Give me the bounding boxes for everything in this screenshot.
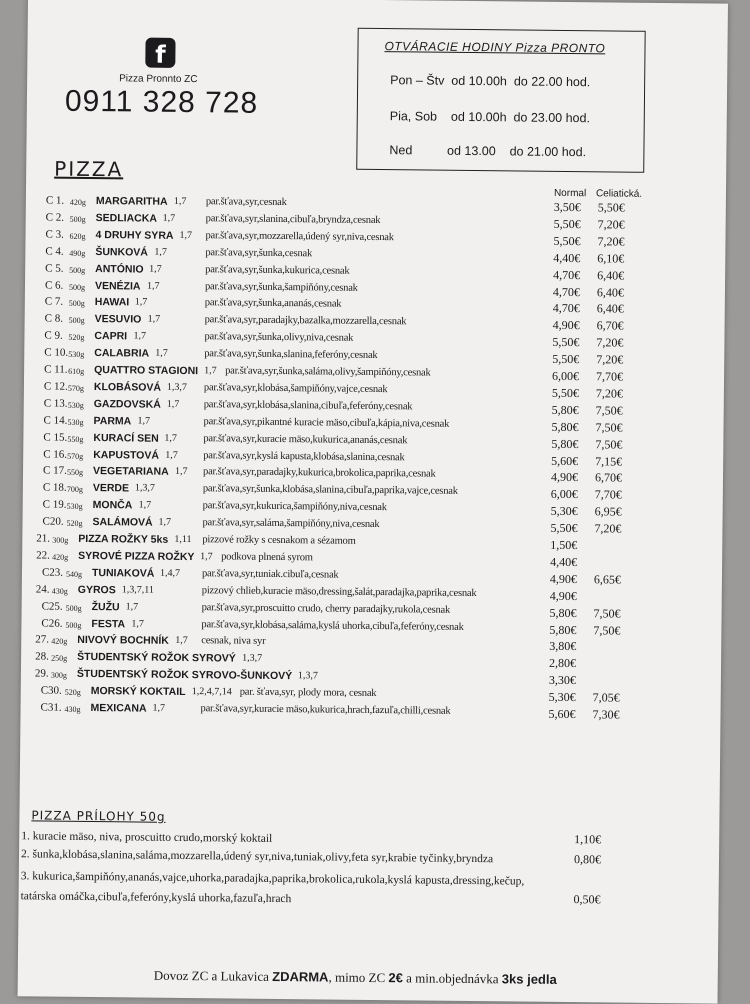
item-price-celiac: 5,50€ [597,200,625,215]
item-allergens: 1,2,4,7,14 [191,686,232,698]
item-name: PARMA [93,414,132,428]
item-allergens: 1,3,7 [242,652,263,665]
item-weight: 430g [64,704,81,714]
addition-price: 1,10€ [574,832,602,847]
item-allergens: 1,7 [173,195,187,208]
item-allergens: 1,7 [200,551,213,563]
item-price-normal: 5,30€ [548,689,576,705]
item-name: SEDLIACKA [95,211,158,225]
item-price-normal: 4,70€ [552,301,580,316]
item-name: VESUVIO [94,313,142,326]
item-allergens: 1,7 [179,229,193,241]
item-allergens: 1,7 [147,313,161,326]
item-price-normal: 4,70€ [552,284,581,299]
item-code: C20. [42,515,64,528]
item-ingredients: pizzový chlieb,kuracie mäso,dressing,šalát,paradajka,paprika,cesnak [201,584,477,599]
item-weight: 550g [67,434,84,444]
item-code: C 16. [43,448,68,461]
item-price-normal: 5,50€ [550,520,578,536]
item-code: C 15. [43,431,68,444]
item-ingredients: par.šťava,syr,paradajky,kukurica,brokolica,paprika,cesnak [202,466,436,481]
item-code: C 1. [45,194,65,207]
item-allergens: 1,3,7 [297,670,318,682]
addition-text: tatárska omáčka,cibuľa,feferóny,kyslá uhorka,fazuľa,hrach [20,890,292,906]
item-ingredients: podkova plnená syrom [221,551,313,564]
item-name: ŠTUDENTSKÝ ROŽOK SYROVO-ŠUNKOVÝ [76,668,293,683]
delivery-note: Dovoz ZC a Lukavica ZDARMA, mimo ZC 2€ a min.objednávka 3ks jedla [153,967,557,987]
item-price-normal: 5,60€ [548,706,576,722]
item-code: C 18. [42,481,67,495]
item-ingredients: par.šťava,syr,šunka,klobása,slanina,cibuľa,paprika,vajce,cesnak [202,483,458,498]
item-price-celiac: 7,70€ [595,369,624,384]
item-price-normal: 6,00€ [552,368,580,384]
item-price-celiac: 6,40€ [596,301,624,316]
addition-text: 3. kukurica,šampiňóny,ananás,vajce,uhorka,paradajka,paprika,brokolica,rukola,kyslá kapusta,dressing,kečup, [20,870,525,888]
addition-price: 0,80€ [573,852,602,867]
item-code: C26. [41,617,63,630]
item-ingredients: par.šťava,syr,klobása,šampiňóny,vajce,cesnak [203,382,388,396]
item-code: C 13. [43,397,68,410]
item-name: NIVOVÝ BOCHNÍK [77,634,169,648]
item-weight: 540g [65,569,83,579]
item-price-normal: 5,80€ [551,436,579,451]
item-price-normal: 2,80€ [548,656,577,671]
item-ingredients: par.šťava,syr,šunka,ananás,cesnak [204,297,342,311]
item-allergens: 1,11 [174,533,192,546]
item-name: ŠUNKOVÁ [95,245,148,259]
item-weight: 300g [52,535,69,545]
item-code: 21. [36,532,51,545]
item-price-normal: 4,90€ [549,571,578,586]
item-ingredients: par.šťava,syr,šunka,saláma,olivy,šampiňóny,cesnak [225,365,431,379]
item-price-normal: 3,30€ [548,673,576,688]
item-price-celiac: 7,20€ [596,335,624,350]
item-name: KURACÍ SEN [93,431,159,445]
item-allergens: 1,4,7 [159,567,181,579]
item-price-celiac: 6,95€ [594,504,622,519]
item-price-celiac: 7,70€ [594,487,622,502]
item-allergens: 1,7 [131,617,145,630]
item-name: PIZZA ROŽKY 5ks [78,532,169,546]
item-price-celiac: 7,15€ [595,453,623,469]
item-name: GYROS [77,583,116,596]
item-allergens: 1,7 [138,499,152,511]
menu-sheet [18,0,728,1004]
item-weight: 500g [68,299,85,309]
item-price-celiac: 7,30€ [592,707,620,722]
item-code: 28. [35,650,49,663]
item-ingredients: par. šťava,syr, plody mora, cesnak [239,686,377,700]
item-code: C 6. [44,279,64,292]
item-ingredients: par.šťava,syr,klobása,saláma,kyslá uhorka,cibuľa,feferóny,cesnak [201,618,464,633]
item-ingredients: par.šťava,syr,šunka,slanina,feferóny,cesnak [204,348,378,362]
item-code: C 5. [45,262,64,275]
item-name: KAPUSTOVÁ [93,448,160,462]
item-code: C 8. [44,312,64,326]
item-price-celiac: 7,50€ [595,403,623,418]
opening-hours-box [356,28,645,173]
item-code: 27. [35,633,50,646]
addition-price: 0,50€ [573,892,601,907]
item-name: TUNIAKOVÁ [91,566,155,580]
item-ingredients: par.šťava,syr,paradajky,bazalka,mozzarella,cesnak [204,314,407,328]
item-price-celiac: 7,20€ [595,386,623,401]
item-price-normal: 5,50€ [553,233,581,248]
item-price-celiac: 7,05€ [592,690,620,705]
item-weight: 490g [69,248,86,258]
item-price-normal: 6,00€ [550,487,578,502]
item-name: KLOBÁSOVÁ [93,380,162,394]
item-ingredients: par.šťava,syr,kuracie mäso,kukurica,ananás,cesnak [203,432,408,446]
item-weight: 570g [67,383,84,393]
item-name: GAZDOVSKÁ [93,397,161,411]
item-weight: 420g [51,637,68,647]
item-name: ŽUŽU [91,600,120,613]
hours-row: Pia, Sob od 10.00h do 23.00 hod. [389,109,591,126]
item-allergens: 1,7 [155,347,168,359]
item-weight: 500g [68,316,85,326]
item-code: C 3. [45,228,64,241]
item-price-normal: 5,50€ [553,216,581,232]
item-price-normal: 1,50€ [550,537,578,553]
item-price-normal: 4,70€ [553,267,581,282]
item-weight: 420g [69,197,86,207]
item-allergens: 1,7 [204,365,217,377]
item-price-celiac: 7,50€ [593,622,621,638]
item-name: VENÉZIA [94,279,141,293]
item-allergens: 1,3,7 [166,381,187,393]
item-weight: 520g [64,687,81,698]
item-code: C 2. [45,211,65,224]
addition-text: 2. šunka,klobása,slanina,saláma,mozzarella,údený syr,niva,tuniak,olivy,feta syr,krabie tyčinky,bryndza [20,848,494,866]
item-ingredients: par.šťava,syr,saláma,šampiňóny,niva,cesnak [202,517,380,531]
item-price-normal: 5,50€ [552,335,580,350]
item-ingredients: par.šťava,syr,slanina,cibuľa,bryndza,cesnak [205,213,381,226]
item-allergens: 1,7 [137,415,151,427]
item-weight: 520g [68,332,85,343]
additions-heading: PIZZA PRÍLOHY 50g [31,808,166,824]
pizza-heading: PIZZA [54,156,124,182]
phone-number: 0911 328 728 [64,84,259,120]
item-name: FESTA [91,617,126,630]
item-weight: 420g [52,552,69,562]
item-code: C 19. [42,498,67,511]
item-price-celiac: 7,20€ [594,521,622,536]
item-weight: 610g [68,366,85,376]
item-allergens: 1,7 [134,296,148,308]
item-name: MORSKÝ KOKTAIL [90,685,186,699]
item-weight: 570g [67,451,84,461]
item-code: C 9. [44,329,63,342]
item-code: C25. [41,600,63,613]
item-allergens: 1,7 [174,466,188,478]
item-code: C 10. [44,346,69,359]
item-allergens: 1,7 [146,280,160,292]
item-code: C 4. [45,245,64,258]
item-ingredients: par.šťava,syr,pikantné kuracie mäso,cibuľa,kápia,niva,cesnak [203,415,450,430]
item-code: C 17. [42,464,67,478]
item-allergens: 1,7 [133,330,147,342]
item-name: HAWAI [94,296,130,309]
item-name: CAPRI [94,330,128,343]
item-price-normal: 5,30€ [550,504,578,519]
item-weight: 250g [51,653,68,664]
item-ingredients: par.šťava,syr,proscuitto crudo, cherry paradajky,rukola,cesnak [201,601,451,616]
item-price-celiac: 6,40€ [596,284,625,300]
item-price-celiac: 7,50€ [593,605,621,621]
item-price-normal: 4,90€ [549,588,577,603]
item-ingredients: par.šťava,syr,kukurica,šampiňóny,niva,cesnak [202,500,387,514]
item-name: MONČA [92,499,133,512]
item-price-normal: 3,50€ [553,199,581,215]
item-weight: 430g [51,586,68,596]
item-price-normal: 5,60€ [551,453,579,468]
item-code: C23. [41,566,64,579]
item-allergens: 1,7 [165,449,178,461]
item-price-normal: 5,80€ [551,402,579,417]
item-code: C30. [40,684,62,697]
item-name: MEXICANA [90,702,147,715]
item-weight: 500g [65,603,82,613]
item-price-normal: 5,50€ [552,351,580,367]
item-allergens: 1,7 [152,702,166,714]
item-weight: 700g [66,485,83,495]
item-name: QUATTRO STAGIONI [94,364,199,378]
item-ingredients: par.šťava,syr,šunka,olivy,niva,cesnak [204,331,354,344]
item-name: SYROVÉ PIZZA ROŽKY [78,549,195,563]
item-price-celiac: 6,70€ [596,318,624,333]
column-celiac: Celiatická. [595,188,643,200]
item-price-celiac: 7,20€ [596,352,624,367]
item-ingredients: par.šťava,syr,šunka,šampiňóny,cesnak [204,280,358,294]
addition-text: 1. kuracie mäso, niva, proscuitto crudo,morský koktail [21,830,273,845]
item-price-celiac: 6,70€ [594,470,623,485]
item-allergens: 1,7 [158,516,172,528]
item-ingredients: pizzové rožky s cesnakom a sézamom [202,534,356,547]
item-allergens: 1,7 [166,398,180,410]
opening-hours-title: OTVÁRACIE HODINY Pizza PRONTO [384,39,606,56]
item-name: CALABRIA [94,347,150,360]
item-name: VEGETARIANA [92,465,169,479]
item-weight: 300g [50,670,67,680]
item-allergens: 1,7 [125,600,139,613]
item-price-normal: 4,40€ [553,250,581,265]
item-name: ŠTUDENTSKÝ ROŽOK SYROVÝ [77,651,236,665]
hours-row: Ned od 13.00 do 21.00 hod. [389,143,587,160]
item-price-celiac: 7,20€ [597,217,625,232]
item-weight: 500g [68,282,86,292]
item-ingredients: par.šťava,syr,klobása,slanina,cibuľa,feferóny,cesnak [203,398,413,413]
item-weight: 530g [68,349,85,360]
item-weight: 530g [67,400,84,410]
item-name: VERDE [92,482,130,495]
item-price-normal: 4,40€ [550,554,578,570]
item-price-celiac: 6,10€ [597,250,625,266]
item-code: 24. [35,583,50,596]
item-ingredients: par.šťava,syr,tuniak.cibuľa,cesnak [201,567,339,581]
item-ingredients: par.šťava,syr,šunka,cesnak [205,246,313,260]
item-ingredients: cesnak, niva syr [201,635,266,648]
item-price-normal: 4,90€ [550,470,579,485]
item-price-celiac: 7,20€ [597,234,625,249]
item-weight: 520g [66,518,83,529]
item-weight: 530g [67,417,84,427]
item-weight: 620g [69,231,86,241]
facebook-icon: f [145,38,175,68]
item-allergens: 1,7 [154,246,167,258]
item-price-celiac: 6,65€ [593,572,622,587]
item-ingredients: par.šťava,syr,šunka,kukurica,cesnak [205,263,350,277]
item-allergens: 1,7 [149,263,162,275]
item-price-celiac: 7,50€ [595,419,623,435]
item-price-normal: 3,80€ [549,639,577,654]
item-code: C 12. [43,380,68,393]
item-ingredients: par.šťava,syr,mozzarella,údený syr,niva,cesnak [205,230,394,243]
item-weight: 500g [65,620,82,630]
item-code: C 11. [44,363,68,376]
item-ingredients: par.šťava,syr,kuracie mäso,kukurica,hrach,fazuľa,chilli,cesnak [200,703,451,717]
item-allergens: 1,3,7 [134,482,155,494]
column-normal: Normal [553,187,587,200]
item-code: 22. [36,549,50,562]
item-code: C31. [40,701,62,714]
item-name: MARGARITHA [95,195,168,208]
item-price-celiac: 7,50€ [595,436,623,452]
item-weight: 530g [66,501,83,512]
item-price-normal: 5,80€ [549,622,577,637]
hours-row: Pon – Štv od 10.00h do 22.00 hod. [390,73,591,90]
item-price-normal: 5,50€ [551,385,579,401]
item-code: 29. [34,667,49,680]
item-allergens: 1,7 [162,212,176,224]
item-allergens: 1,7 [164,432,177,444]
facebook-page-name: Pizza Pronnto ZC [119,73,198,86]
item-price-celiac: 6,40€ [597,267,625,283]
item-price-normal: 5,80€ [551,419,579,434]
item-allergens: 1,7 [175,635,188,647]
item-weight: 550g [66,468,84,478]
item-weight: 500g [69,214,86,224]
item-name: SALÁMOVÁ [92,516,153,529]
item-price-normal: 5,80€ [549,605,577,620]
item-price-normal: 4,90€ [552,318,580,333]
item-weight: 500g [69,265,86,275]
item-name: 4 DRUHY SYRA [95,228,174,242]
item-code: C 14. [43,414,68,427]
item-code: C 7. [44,295,64,309]
item-ingredients: par.šťava,syr,cesnak [205,196,287,209]
item-name: ANTÓNIO [95,262,144,276]
item-allergens: 1,3,7,11 [121,584,155,596]
item-ingredients: par.šťava,syr,kyslá kapusta,klobása,slanina,cesnak [203,449,405,463]
